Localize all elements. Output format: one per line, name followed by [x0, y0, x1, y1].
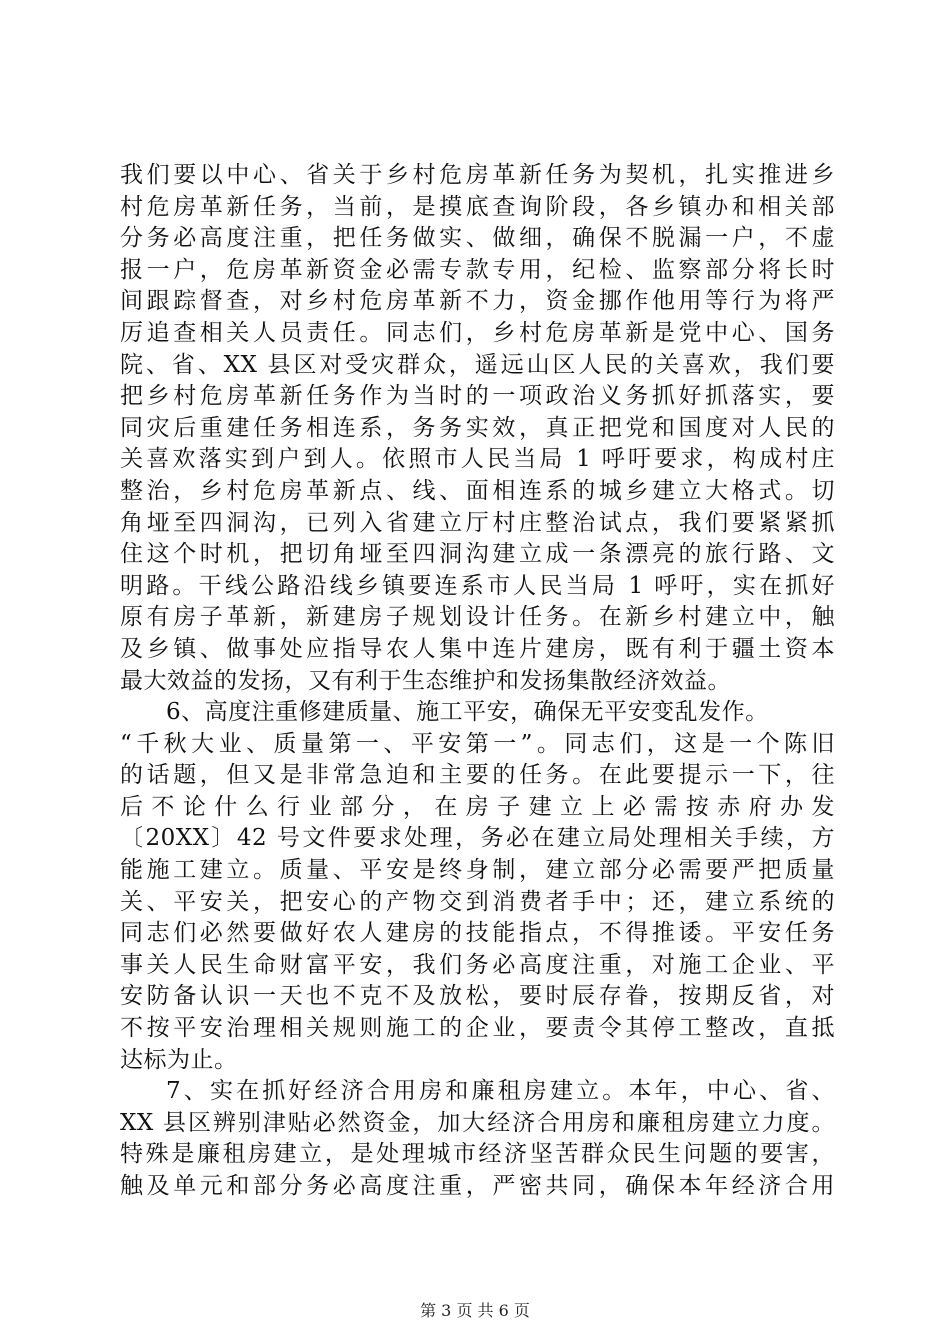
- document-body: [120, 160, 835, 1203]
- text-line: 分务必高度注重，把任务做实、做细，确保不脱漏一户，不虚: [120, 225, 835, 252]
- text-line: 厉追查相关人员责任。同志们，乡村危房革新是党中心、国务: [120, 319, 835, 346]
- text-line: 关喜欢落实到户到人。依照市人民当局 1 呼吁要求，构成村庄: [120, 446, 835, 473]
- text-line: 明路。干线公路沿线乡镇要连系市人民当局 1 呼吁，实在抓好: [120, 572, 835, 599]
- text-line: 角垭至四洞沟，已列入省建立厅村庄整治试点，我们要紧紧抓: [120, 509, 835, 536]
- text-line: 关、平安关，把安心的产物交到消费者手中；还，建立系统的: [120, 888, 835, 915]
- text-line: 7、实在抓好经济合用房和廉租房建立。本年，中心、省、: [166, 1078, 835, 1105]
- text-line: 把乡村危房革新任务作为当时的一项政治义务抓好抓落实，要: [120, 383, 835, 410]
- text-line: “千秋大业、质量第一、平安第一”。同志们，这是一个陈旧: [120, 730, 835, 757]
- text-line: 报一户，危房革新资金必需专款专用，纪检、监察部分将长时: [120, 256, 835, 283]
- text-line: 同灾后重建任务相连系，务务实效，真正把党和国度对人民的: [120, 414, 835, 441]
- text-line: 后不论什么行业部分，在房子建立上必需按赤府办发: [120, 793, 835, 820]
- text-line: 不按平安治理相关规则施工的企业，要责令其停工整改，直抵: [120, 1015, 835, 1042]
- text-line: 间跟踪督查，对乡村危房革新不力，资金挪作他用等行为将严: [120, 288, 835, 315]
- text-line: 的话题，但又是非常急迫和主要的任务。在此要提示一下，往: [120, 762, 835, 789]
- text-line: 事关人民生命财富平安，我们务必高度注重，对施工企业、平: [120, 951, 835, 978]
- page-footer: 第 3 页 共 6 页: [420, 1301, 530, 1320]
- text-line: 安防备认识一天也不克不及放松，要时辰存眷，按期反省，对: [120, 983, 835, 1010]
- text-line: 整治，乡村危房革新点、线、面相连系的城乡建立大格式。切: [120, 477, 835, 504]
- text-line: 〔20XX〕42 号文件要求处理，务必在建立局处理相关手续，方: [120, 825, 835, 852]
- text-line: 我们要以中心、省关于乡村危房革新任务为契机，扎实推进乡: [120, 162, 835, 188]
- text-line: 特殊是廉租房建立，是处理城市经济坚苦群众民生问题的要害，: [120, 1141, 835, 1168]
- text-line: XX 县区辨别津贴必然资金，加大经济合用房和廉租房建立力度。: [120, 1109, 835, 1136]
- text-line: 能施工建立。质量、平安是终身制，建立部分必需要严把质量: [120, 857, 835, 884]
- text-line: 村危房革新任务，当前，是摸底查询阶段，各乡镇办和相关部: [120, 193, 835, 220]
- text-line: 触及单元和部分务必高度注重，严密共同，确保本年经济合用: [120, 1173, 835, 1199]
- text-line: 住这个时机，把切角垭至四洞沟建立成一条漂亮的旅行路、文: [120, 541, 835, 568]
- text-line: 同志们必然要做好农人建房的技能指点，不得推诿。平安任务: [120, 920, 835, 947]
- text-line: 及乡镇、做事处应指导农人集中连片建房，既有利于疆土资本: [120, 635, 835, 662]
- text-line: 达标为止。: [120, 1046, 238, 1073]
- text-line: 6、高度注重修建质量、施工平安，确保无平安变乱发作。: [166, 699, 769, 726]
- text-line: 院、省、XX 县区对受灾群众，遥远山区人民的关喜欢，我们要: [120, 351, 835, 378]
- text-line: 最大效益的发扬，又有利于生态维护和发扬集散经济效益。: [120, 667, 731, 694]
- text-line: 原有房子革新，新建房子规划设计任务。在新乡村建立中，触: [120, 604, 835, 631]
